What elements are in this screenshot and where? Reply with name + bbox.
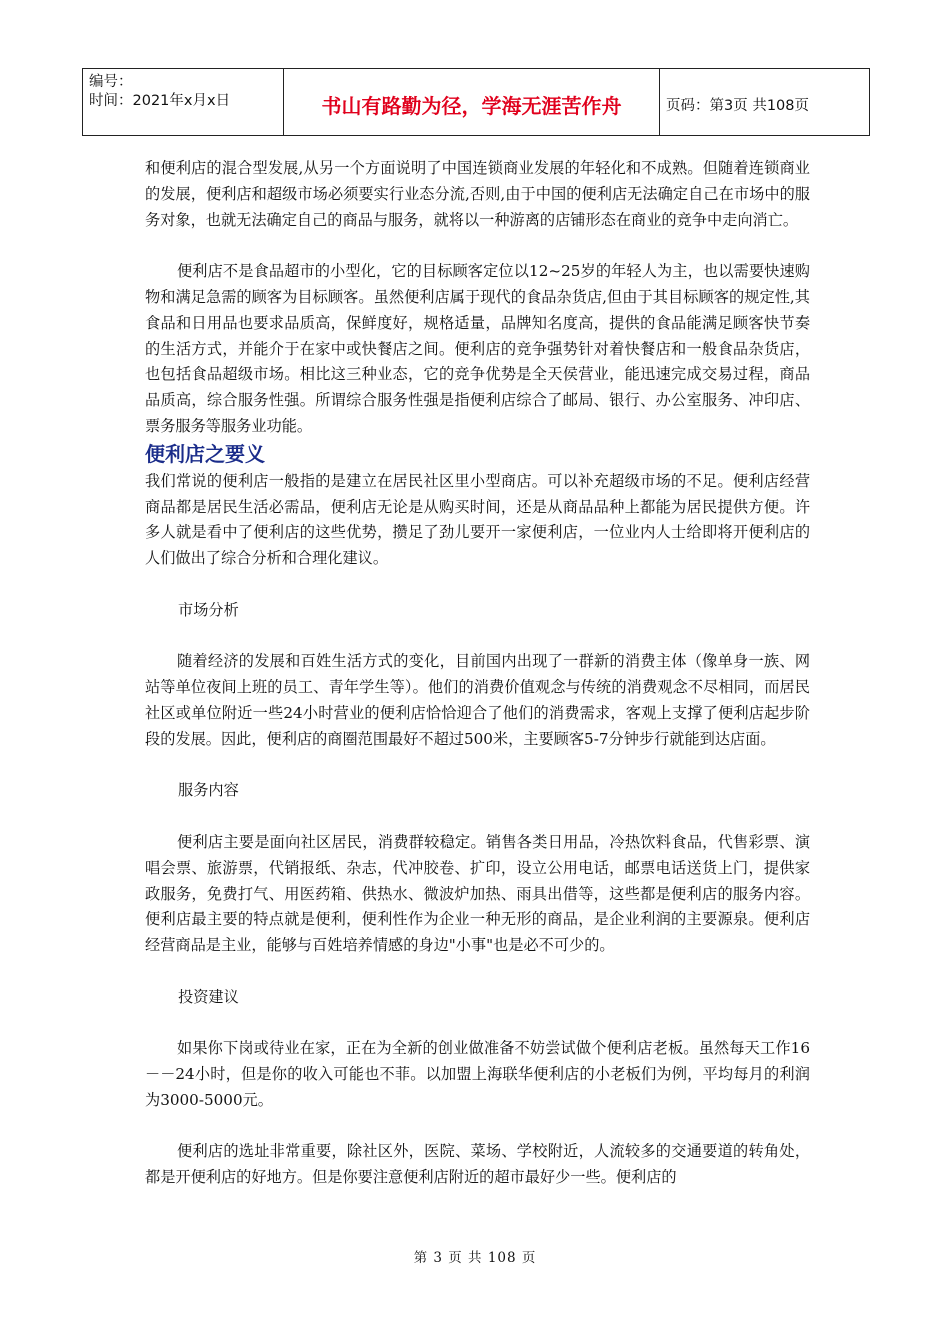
paragraph: 便利店不是食品超市的小型化，它的目标顾客定位以12~25岁的年轻人为主，也以需要快速购物和满足急需的顾客为目标顾客。虽然便利店属于现代的食品杂货店,但由于其目标顾客的规定性,其食品和日用品也要求品质高，保鲜度好，规格适量，品牌知名度高，提供的食品能满足顾客快节奏的生活方式，并能介于在家中或快餐店之间。便利店的竞争强势针对着快餐店和一般食品杂货店，也包括食品超级市场。相比这三种业态，它的竞争优势是全天侯营业，能迅速完成交易过程，商品品质高，综合服务性强。所谓综合服务性强是指便利店综合了邮局、银行、办公室服务、冲印店、票务服务等服务业功能。 xyxy=(145,262,810,435)
document-number-label: 编号： xyxy=(89,74,133,90)
subsection-title: 投资建议 xyxy=(178,987,239,1006)
header-meta xyxy=(83,69,284,135)
page-footer: 第 3 页 共 108 页 xyxy=(413,1250,537,1266)
subsection-title: 服务内容 xyxy=(178,781,239,800)
page-header xyxy=(82,68,870,136)
paragraph: 便利店主要是面向社区居民，消费群较稳定。销售各类日用品，冷热饮料食品，代售彩票、演唱会票、旅游票，代销报纸、杂志，代冲胶卷、扩印，设立公用电话，邮票电话送货上门，提供家政服务，免费打气、用医药箱、供热水、微波炉加热、雨具出借等，这些都是便利店的服务内容。便利店最主要的特点就是便利，便利性作为企业一种无形的商品，是企业利润的主要源泉。便利店经营商品是主业，能够与百姓培养情感的身边"小事"也是必不可少的。 xyxy=(145,832,810,955)
paragraph: 我们常说的便利店一般指的是建立在居民社区里小型商店。可以补充超级市场的不足。便利店经营商品都是居民生活必需品，便利店无论是从购买时间，还是从商品品种上都能为居民提供方便。许多人就是看中了便利店的这些优势，攒足了劲儿要开一家便利店，一位业内人士给即将开便利店的人们做出了综合分析和合理化建议。 xyxy=(145,471,810,568)
paragraph: 和便利店的混合型发展,从另一个方面说明了中国连锁商业发展的年轻化和不成熟。但随着连锁商业的发展，便利店和超级市场必须要实行业态分流,否则,由于中国的便利店无法确定自己在市场中的服务对象，也就无法确定自己的商品与服务，就将以一种游离的店铺形态在商业的竞争中走向消亡。 xyxy=(145,159,810,229)
document-date: 时间：2021年x月x日 xyxy=(89,93,231,109)
paragraph: 随着经济的发展和百姓生活方式的变化，目前国内出现了一群新的消费主体（像单身一族、网站等单位夜间上班的员工、青年学生等）。他们的消费价值观念与传统的消费观念不尽相同，而居民社区或单位附近一些24小时营业的便利店恰恰迎合了他们的消费需求，客观上支撑了便利店起步阶段的发展。因此，便利店的商圈范围最好不超过500米，主要顾客5-7分钟步行就能到达店面。 xyxy=(145,652,810,748)
paragraph: 如果你下岗或待业在家，正在为全新的创业做准备不妨尝试做个便利店老板。虽然每天工作16－－24小时，但是你的收入可能也不菲。以加盟上海联华便利店的小老板们为例，平均每月的利润为3000-5000元。 xyxy=(145,1039,810,1109)
subsection-title: 市场分析 xyxy=(178,600,239,619)
header-motto: 书山有路勤为径，学海无涯苦作舟 xyxy=(284,69,660,135)
section-heading: 便利店之要义 xyxy=(145,441,265,466)
paragraph: 便利店的选址非常重要，除社区外，医院、菜场、学校附近，人流较多的交通要道的转角处，都是开便利店的好地方。但是你要注意便利店附近的超市最好少一些。便利店的 xyxy=(145,1142,810,1187)
document-body xyxy=(145,156,810,1191)
header-page-info: 页码：第3页 共108页 xyxy=(666,97,810,114)
